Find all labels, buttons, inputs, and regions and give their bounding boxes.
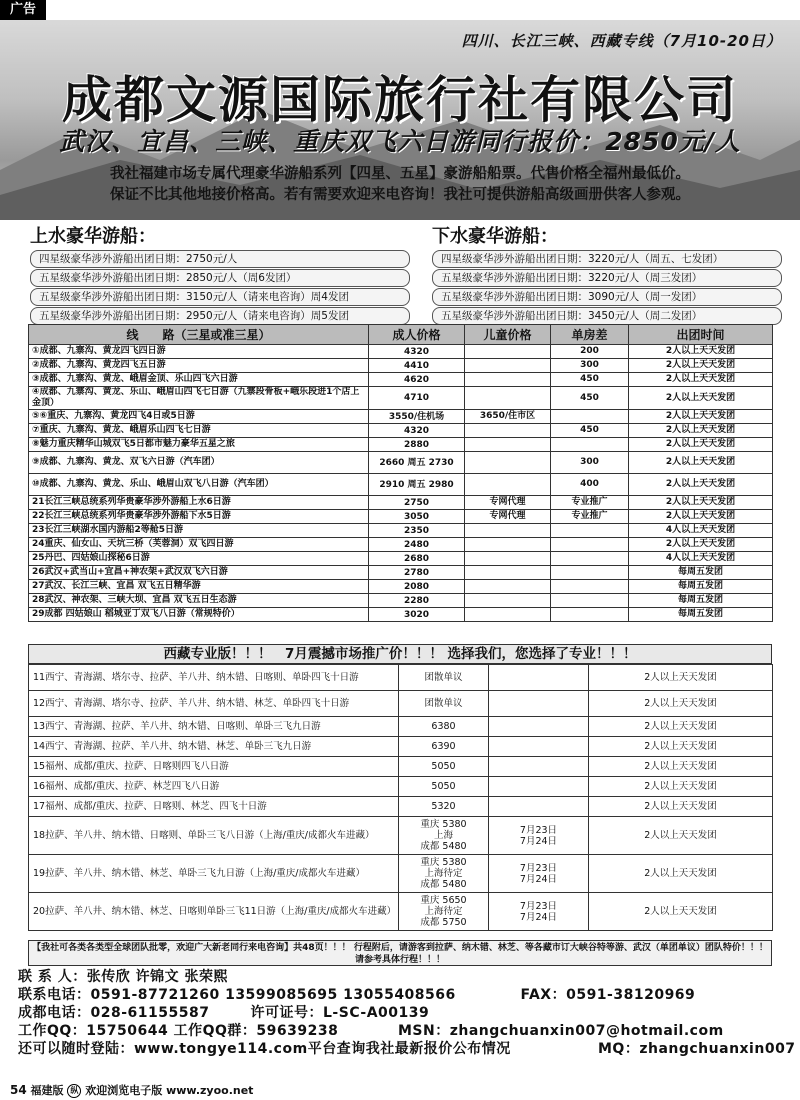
- cruise-row: 四星级豪华涉外游船出团日期：2750元/人: [30, 250, 410, 268]
- depart-cell: 2人以上天天发团: [629, 410, 773, 424]
- single-room-cell: 300: [551, 452, 629, 474]
- company-name: 成都文源国际旅行社有限公司: [62, 70, 738, 129]
- contact-person-line: [18, 968, 788, 986]
- price-row: [29, 552, 773, 566]
- adult-price-cell: 4410: [369, 359, 465, 373]
- child-price-cell: [465, 552, 551, 566]
- tibet-depart-cell: 2人以上天天发团: [589, 691, 773, 717]
- phone-label: 联系电话：: [18, 987, 91, 1003]
- tibet-dates-cell: 7月23日 7月24日: [489, 855, 589, 893]
- tibet-row: [29, 893, 773, 931]
- price-table-header: [29, 325, 773, 345]
- tibet-route-cell: 12西宁、青海湖、塔尔寺、拉萨、羊八井、纳木错、林芝、单卧四飞十日游: [29, 691, 399, 717]
- tibet-route-cell: 13西宁、青海湖、拉萨、羊八井、纳木错、日喀则、单卧三飞九日游: [29, 717, 399, 737]
- price-row: [29, 424, 773, 438]
- route-cell: 27武汉、长江三峡、宜昌 双飞五日精华游: [29, 580, 369, 594]
- adult-price-cell: 2780: [369, 566, 465, 580]
- tibet-row: [29, 665, 773, 691]
- single-room-cell: [551, 538, 629, 552]
- contact-block: [18, 968, 796, 1058]
- depart-cell: 4人以上天天发团: [629, 552, 773, 566]
- page-footer: [10, 1082, 790, 1098]
- depart-cell: 每周五发团: [629, 594, 773, 608]
- tibet-route-cell: 14西宁、青海湖、拉萨、羊八井、纳木错、林芝、单卧三飞九日游: [29, 737, 399, 757]
- tibet-price-cell: 6380: [399, 717, 489, 737]
- cruise-row: 五星级豪华涉外游船出团日期：2950元/人（请来电咨询）周5发团: [30, 307, 410, 325]
- chengdu-phone-line: [18, 1004, 788, 1022]
- website-info[interactable]: 还可以随时登陆：www.tongye114.com平台查询我社最新报价公布情况: [18, 1041, 511, 1057]
- route-cell: 29成都 四姑娘山 稻城亚丁双飞八日游（常规特价）: [29, 608, 369, 622]
- child-price-cell: [465, 345, 551, 359]
- adult-price-cell: 2880: [369, 438, 465, 452]
- depart-cell: 每周五发团: [629, 580, 773, 594]
- route-cell: 28武汉、神农架、三峡大坝、宜昌 双飞五日生态游: [29, 594, 369, 608]
- adult-price-cell: 4620: [369, 373, 465, 387]
- chengdu-label: 成都电话：: [18, 1005, 91, 1021]
- child-price-cell: 3650/住市区: [465, 410, 551, 424]
- depart-cell: 2人以上天天发团: [629, 373, 773, 387]
- price-row: [29, 474, 773, 496]
- child-price-cell: 专网代理: [465, 496, 551, 510]
- single-room-cell: 300: [551, 359, 629, 373]
- tibet-route-cell: 18拉萨、羊八井、纳木错、日喀则、单卧三飞八日游（上海/重庆/成都火车进藏）: [29, 817, 399, 855]
- tibet-price-cell: 团散单议: [399, 665, 489, 691]
- price-row: [29, 580, 773, 594]
- route-cell: 24重庆、仙女山、天坑三桥（芙蓉洞）双飞四日游: [29, 538, 369, 552]
- contact-phone-line: [18, 986, 788, 1004]
- route-cell: 22长江三峡总统系列华贵豪华涉外游船下水5日游: [29, 510, 369, 524]
- tibet-row: [29, 817, 773, 855]
- child-price-cell: [465, 524, 551, 538]
- publisher-logo-icon: 纵: [67, 1084, 81, 1098]
- route-cell: ③成都、九寨沟、黄龙、峨眉金顶、乐山四飞六日游: [29, 373, 369, 387]
- tibet-depart-cell: 2人以上天天发团: [589, 717, 773, 737]
- tibet-route-cell: 20拉萨、羊八井、纳木错、林芝、日喀则单卧三飞11日游（上海/重庆/成都火车进藏）: [29, 893, 399, 931]
- single-room-cell: 450: [551, 373, 629, 387]
- license-number: 许可证号：L-SC-A00139: [250, 1005, 430, 1021]
- tibet-depart-cell: 2人以上天天发团: [589, 817, 773, 855]
- edition-label: 福建版: [30, 1084, 64, 1097]
- price-row: [29, 373, 773, 387]
- cruise-row: 五星级豪华涉外游船出团日期：3450元/人（周二发团）: [432, 307, 782, 325]
- adult-price-cell: 2280: [369, 594, 465, 608]
- depart-cell: 2人以上天天发团: [629, 510, 773, 524]
- price-row: [29, 345, 773, 359]
- price-row: [29, 510, 773, 524]
- cruise-row: 五星级豪华涉外游船出团日期：3090元/人（周一发团）: [432, 288, 782, 306]
- tibet-dates-cell: [489, 717, 589, 737]
- child-price-cell: [465, 580, 551, 594]
- ad-tag: 广告: [0, 0, 46, 20]
- promo-headline: 武汉、宜昌、三峡、重庆双飞六日游同行报价：2850元/人: [59, 127, 741, 156]
- adult-price-cell: 2350: [369, 524, 465, 538]
- adult-price-cell: 2910 周五 2980: [369, 474, 465, 496]
- header-child: 儿童价格: [465, 325, 551, 345]
- depart-cell: 2人以上天天发团: [629, 452, 773, 474]
- fax-number: FAX：0591-38120969: [520, 987, 696, 1003]
- tibet-row: [29, 691, 773, 717]
- route-cell: 23长江三峡湖水国内游船2等舱5日游: [29, 524, 369, 538]
- child-price-cell: [465, 608, 551, 622]
- tibet-price-cell: 重庆 5380 上海 成都 5480: [399, 817, 489, 855]
- tibet-price-cell: 团散单议: [399, 691, 489, 717]
- tibet-price-cell: 重庆 5650 上海待定 成都 5750: [399, 893, 489, 931]
- tibet-row: [29, 797, 773, 817]
- child-price-cell: [465, 424, 551, 438]
- tibet-dates-cell: [489, 777, 589, 797]
- single-room-cell: 专业推广: [551, 496, 629, 510]
- upstream-cruise-box: [30, 222, 410, 326]
- depart-cell: 2人以上天天发团: [629, 387, 773, 410]
- adult-price-cell: 2080: [369, 580, 465, 594]
- tibet-dates-cell: 7月23日 7月24日: [489, 817, 589, 855]
- downstream-title: 下水豪华游船：: [432, 226, 558, 247]
- price-row: [29, 359, 773, 373]
- route-cell: ⑧魅力重庆精华山城双飞5日都市魅力豪华五星之旅: [29, 438, 369, 452]
- tibet-price-cell: 5050: [399, 757, 489, 777]
- child-price-cell: [465, 452, 551, 474]
- tibet-depart-cell: 2人以上天天发团: [589, 855, 773, 893]
- tibet-route-cell: 16福州、成都/重庆、拉萨、林芝四飞八日游: [29, 777, 399, 797]
- tibet-banner: 西藏专业版！！！ 7月震撼市场推广价！！！ 选择我们，您选择了专业！！！: [28, 644, 772, 664]
- route-cell: ①成都、九寨沟、黄龙四飞四日游: [29, 345, 369, 359]
- child-price-cell: [465, 474, 551, 496]
- child-price-cell: [465, 373, 551, 387]
- route-cell: ⑨成都、九寨沟、黄龙、双飞六日游（汽车团）: [29, 452, 369, 474]
- tibet-price-cell: 5320: [399, 797, 489, 817]
- tibet-depart-cell: 2人以上天天发团: [589, 737, 773, 757]
- tibet-depart-cell: 2人以上天天发团: [589, 665, 773, 691]
- single-room-cell: [551, 608, 629, 622]
- single-room-cell: [551, 566, 629, 580]
- tibet-row: [29, 855, 773, 893]
- qq-line: [18, 1022, 788, 1040]
- route-cell: ⑩成都、九寨沟、黄龙、乐山、峨眉山双飞八日游（汽车团）: [29, 474, 369, 496]
- depart-cell: 2人以上天天发团: [629, 359, 773, 373]
- child-price-cell: [465, 594, 551, 608]
- qq-info: 工作QQ：15750644 工作QQ群：59639238: [18, 1023, 339, 1039]
- tibet-price-cell: 5050: [399, 777, 489, 797]
- page-number: 54: [10, 1083, 27, 1097]
- route-cell: ⑦重庆、九寨沟、黄龙、峨眉乐山四飞七日游: [29, 424, 369, 438]
- cruise-row: 五星级豪华涉外游船出团日期：3150元/人（请来电咨询）周4发团: [30, 288, 410, 306]
- depart-cell: 2人以上天天发团: [629, 496, 773, 510]
- child-price-cell: [465, 566, 551, 580]
- child-price-cell: [465, 538, 551, 552]
- adult-price-cell: 4320: [369, 345, 465, 359]
- intro-line: 我社福建市场专属代理豪华游船系列【四星、五星】豪游船船票。代售价格全福州最低价。: [110, 166, 690, 182]
- tibet-route-cell: 17福州、成都/重庆、拉萨、日喀则、林芝、四飞十日游: [29, 797, 399, 817]
- depart-cell: 每周五发团: [629, 608, 773, 622]
- route-cell: ④成都、九寨沟、黄龙、乐山、峨眉山四飞七日游（九寨段骨板+峨乐段进1个店上金顶）: [29, 387, 369, 410]
- adult-price-cell: 2480: [369, 538, 465, 552]
- notice-text: 【我社可各类各类型全球团队批零，欢迎广大新老同行来电咨询】共48页！！！ 行程附后，请游客到拉萨、纳木错、林芝、等各藏市订大峡谷特等游、武汉（单团单议）团队特价！！！ 请参考具体行程！！！: [28, 940, 772, 966]
- depart-cell: 2人以上天天发团: [629, 345, 773, 359]
- contact-person-label: 联 系 人：: [18, 969, 87, 985]
- price-row: [29, 438, 773, 452]
- depart-cell: 2人以上天天发团: [629, 438, 773, 452]
- tibet-route-cell: 11西宁、青海湖、塔尔寺、拉萨、羊八井、纳木错、日喀则、单卧四飞十日游: [29, 665, 399, 691]
- single-room-cell: [551, 438, 629, 452]
- cruise-row: 五星级豪华涉外游船出团日期：2850元/人（周6发团）: [30, 269, 410, 287]
- route-cell: 26武汉+武当山+宜昌+神农架+武汉双飞六日游: [29, 566, 369, 580]
- adult-price-cell: 3020: [369, 608, 465, 622]
- msn-info: MSN：zhangchuanxin007@hotmail.com: [398, 1023, 724, 1039]
- tibet-price-cell: 6390: [399, 737, 489, 757]
- upstream-title: 上水豪华游船：: [30, 226, 156, 247]
- tibet-price-cell: 重庆 5380 上海待定 成都 5480: [399, 855, 489, 893]
- tibet-dates-cell: [489, 691, 589, 717]
- tibet-depart-cell: 2人以上天天发团: [589, 893, 773, 931]
- price-row: [29, 496, 773, 510]
- depart-cell: 每周五发团: [629, 566, 773, 580]
- route-cell: 21长江三峡总统系列华贵豪华涉外游船上水6日游: [29, 496, 369, 510]
- child-price-cell: [465, 387, 551, 410]
- child-price-cell: 专网代理: [465, 510, 551, 524]
- adult-price-cell: 3050: [369, 510, 465, 524]
- price-row: [29, 608, 773, 622]
- child-price-cell: [465, 359, 551, 373]
- header-depart: 出团时间: [629, 325, 773, 345]
- mq-info: MQ：zhangchuanxin007: [598, 1041, 796, 1057]
- tibet-route-cell: 15福州、成都/重庆、拉萨、日喀则四飞八日游: [29, 757, 399, 777]
- route-tag: 四川、长江三峡、西藏专线（7月10-20日）: [461, 32, 782, 50]
- tibet-row: [29, 717, 773, 737]
- depart-cell: 4人以上天天发团: [629, 524, 773, 538]
- contact-person: 张传欣 许锦文 张荣熙: [86, 969, 228, 985]
- depart-cell: 2人以上天天发团: [629, 474, 773, 496]
- single-room-cell: [551, 524, 629, 538]
- price-row: [29, 538, 773, 552]
- price-row: [29, 410, 773, 424]
- intro-text: [10, 164, 790, 206]
- tibet-row: [29, 757, 773, 777]
- downstream-cruise-box: [432, 222, 782, 326]
- intro-line: 保证不比其他地接价格高。若有需要欢迎来电咨询！我社可提供游船高级画册供客人参观。: [110, 187, 690, 203]
- single-room-cell: 专业推广: [551, 510, 629, 524]
- header-route: 线 路（三星或准三星）: [29, 325, 369, 345]
- adult-price-cell: 2750: [369, 496, 465, 510]
- web-line: [18, 1040, 796, 1058]
- price-table: [28, 324, 773, 622]
- single-room-cell: 400: [551, 474, 629, 496]
- depart-cell: 2人以上天天发团: [629, 424, 773, 438]
- route-cell: 25丹巴、四姑娘山探秘6日游: [29, 552, 369, 566]
- price-row: [29, 594, 773, 608]
- depart-cell: 2人以上天天发团: [629, 538, 773, 552]
- cruise-row: 五星级豪华涉外游船出团日期：3220元/人（周三发团）: [432, 269, 782, 287]
- tibet-route-cell: 19拉萨、羊八井、纳木错、林芝、单卧三飞九日游（上海/重庆/成都火车进藏）: [29, 855, 399, 893]
- price-row: [29, 566, 773, 580]
- tibet-dates-cell: [489, 665, 589, 691]
- child-price-cell: [465, 438, 551, 452]
- single-room-cell: 450: [551, 387, 629, 410]
- price-row: [29, 524, 773, 538]
- tibet-row: [29, 777, 773, 797]
- single-room-cell: 450: [551, 424, 629, 438]
- header-single: 单房差: [551, 325, 629, 345]
- single-room-cell: 200: [551, 345, 629, 359]
- single-room-cell: [551, 410, 629, 424]
- tibet-depart-cell: 2人以上天天发团: [589, 797, 773, 817]
- single-room-cell: [551, 594, 629, 608]
- phone-numbers: 0591-87721260 13599085695 13055408566: [90, 987, 456, 1003]
- tibet-table: [28, 664, 773, 931]
- adult-price-cell: 4710: [369, 387, 465, 410]
- single-room-cell: [551, 552, 629, 566]
- header-adult: 成人价格: [369, 325, 465, 345]
- single-room-cell: [551, 580, 629, 594]
- adult-price-cell: 2680: [369, 552, 465, 566]
- tibet-depart-cell: 2人以上天天发团: [589, 757, 773, 777]
- tibet-depart-cell: 2人以上天天发团: [589, 777, 773, 797]
- route-cell: ⑤⑥重庆、九寨沟、黄龙四飞4日或5日游: [29, 410, 369, 424]
- adult-price-cell: 2660 周五 2730: [369, 452, 465, 474]
- tibet-dates-cell: [489, 797, 589, 817]
- price-row: [29, 387, 773, 410]
- cruise-row: 四星级豪华涉外游船出团日期：3220元/人（周五、七发团）: [432, 250, 782, 268]
- tibet-dates-cell: 7月23日 7月24日: [489, 893, 589, 931]
- tibet-dates-cell: [489, 757, 589, 777]
- footer-slogan: 欢迎浏览电子版 www.zyoo.net: [85, 1084, 254, 1097]
- adult-price-cell: 4320: [369, 424, 465, 438]
- tibet-dates-cell: [489, 737, 589, 757]
- route-cell: ②成都、九寨沟、黄龙四飞五日游: [29, 359, 369, 373]
- price-row: [29, 452, 773, 474]
- adult-price-cell: 3550/住机场: [369, 410, 465, 424]
- tibet-row: [29, 737, 773, 757]
- chengdu-phone: 028-61155587: [90, 1005, 210, 1021]
